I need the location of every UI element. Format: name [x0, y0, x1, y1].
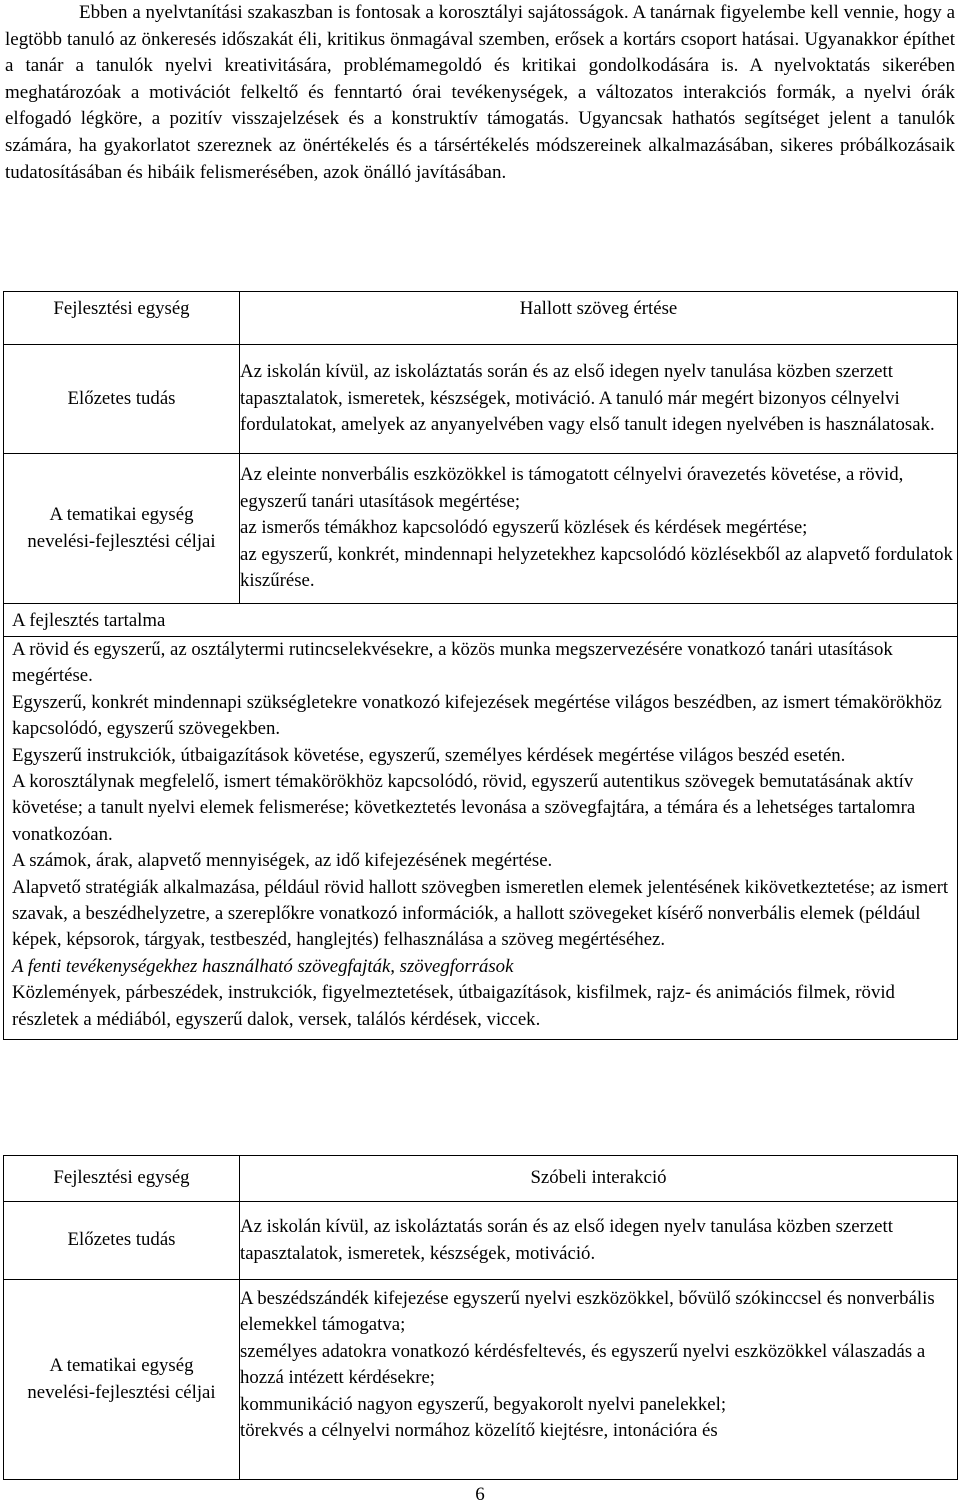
prior-knowledge-label: Előzetes tudás — [4, 345, 240, 454]
goals-line: kommunikáció nagyon egyszerű, begyakorolt nyelvi panelekkel; — [240, 1393, 727, 1415]
goals-line: az ismerős témákhoz kapcsolódó egyszerű közlések és kérdések megértése; — [240, 517, 808, 539]
prior-knowledge-text: Az iskolán kívül, az iskoláztatás során és az első idegen nyelv tanulása közben szerzett tapasztalatok, ismeretek, készségek, motiváció. A tanuló már megért bizonyos célnyelvi fordulatokat, amelyek az anyanyelvében vagy első tanult idegen nyelvében is használatosak. — [240, 345, 958, 454]
goals-line: az egyszerű, konkrét, mindennapi helyzetekhez kapcsolódó közlésekből az alapvető fordulatok kiszűrése. — [240, 543, 953, 592]
prior-knowledge-label: Előzetes tudás — [4, 1202, 240, 1280]
table-row — [4, 1202, 958, 1280]
goals-line: törekvés a célnyelvi normához közelítő kiejtésre, intonációra és — [240, 1420, 718, 1442]
goals-cell — [240, 454, 958, 604]
prior-knowledge-text: Az iskolán kívül, az iskoláztatás során és az első idegen nyelv tanulása közben szerzett tapasztalatok, ismeretek, készségek, motiváció. — [240, 1202, 958, 1280]
content-item: Közlemények, párbeszédek, instrukciók, figyelmeztetések, útbaigazítások, kisfilmek, rajz- és animációs filmek, rövid részletek a médiából, egyszerű dalok, versek, találós kérdések, viccek. — [12, 982, 895, 1030]
content-item: Egyszerű, konkrét mindennapi szükségletekre vonatkozó kifejezések megértése világos beszédben, az ismert témakörökhöz kapcsolódó, egyszerű szövegekben. — [12, 691, 942, 740]
intro-text: Ebben a nyelvtanítási szakaszban is fontosak a korosztályi sajátosságok. A tanárnak figyelembe kell vennie, hogy a legtöbb tanuló az önkeresés időszakát éli, kritikus önmagával szemben, erősek a kortárs csoport hatásai. Ugyanakkor építhet a tanár a tanulók nyelvi kreativitására, problémamegoldó és kritikai gondolkodására is. A nyelvoktatás sikerében meghatározóak a motivációt felkeltő és fenntartó órai tevékenységek, a változatos interakciós formák, a nyelvi órák elfogadó légköre, a pozitív visszajelzések és a konstruktív támogatás. Ugyancsak hathatós segítséget jelent a tanulók számára, ha gyakorlatot szereznek az önértékelés és a társértékelés módszereinek alkalmazásában, sikeres próbálkozásaik tudatosításában és hibáik felismerésében, azok önálló javításában. — [5, 2, 955, 183]
goals-line: Az eleinte nonverbális eszközökkel is támogatott célnyelvi óravezetés követése, a rövid, egyszerű tanári utasítások megértése; — [240, 464, 904, 512]
goals-label: A tematikai egység nevelési-fejlesztési céljai — [4, 1280, 240, 1480]
unit-label: Fejlesztési egység — [53, 298, 190, 319]
goals-cell — [240, 1280, 958, 1480]
content-item: A korosztálynak megfelelő, ismert témakörökhöz kapcsolódó, rövid, egyszerű autentikus szövegek bemutatásának aktív követése; a tanult nyelvi elemek felismerése; következtetés levonása a szövegfajtára, a témára és a lehetséges tartalomra vonatkozóan. — [12, 771, 916, 845]
table-row — [4, 292, 958, 345]
development-unit-table-oral — [3, 1155, 958, 1480]
unit-label-cell: Fejlesztési egység — [4, 1156, 240, 1202]
table-row — [4, 637, 958, 1040]
intro-paragraph — [5, 0, 955, 186]
unit-title: Hallott szöveg értése — [519, 298, 678, 319]
table-row — [4, 604, 958, 637]
content-item: A számok, árak, alapvető mennyiségek, az idő kifejezésének megértése. — [12, 850, 553, 872]
goals-line: A beszédszándék kifejezése egyszerű nyelvi eszközökkel, bővülő szókinccsel és nonverbális elemekkel támogatva; — [240, 1288, 935, 1336]
goals-label: A tematikai egység nevelési-fejlesztési céljai — [4, 454, 240, 604]
table-row — [4, 1280, 958, 1480]
goals-line: személyes adatokra vonatkozó kérdésfeltevés, és egyszerű nyelvi eszközökkel válaszadás a hozzá intézett kérdésekre; — [240, 1340, 926, 1389]
content-item: Alapvető stratégiák alkalmazása, például rövid hallott szövegben ismeretlen elemek jelentésének kikövetkeztetése; az ismert szavak, a beszédhelyzetre, a szereplőkre vonatkozó információk, a hallott szövegeket kísérő nonverbális elemek (például képek, képsorok, tárgyak, testbeszéd, hanglejtés) felhasználása a szöveg megértéséhez. — [12, 876, 949, 951]
table-row — [4, 1156, 958, 1202]
table-row — [4, 345, 958, 454]
content-item-italic: A fenti tevékenységekhez használható szövegfajták, szövegforrások — [12, 955, 514, 977]
page-number: 6 — [475, 1484, 485, 1505]
content-body — [4, 637, 958, 1040]
unit-title-cell: Szóbeli interakció — [240, 1156, 958, 1202]
content-item: Egyszerű instrukciók, útbaigazítások követése, egyszerű, személyes kérdések megértése világos beszéd esetén. — [12, 744, 846, 766]
development-unit-table-listening — [3, 291, 958, 1040]
table-row — [4, 454, 958, 604]
unit-label-cell — [4, 292, 240, 345]
content-item: A rövid és egyszerű, az osztálytermi rutincselekvésekre, a közös munka megszervezésére vonatkozó tanári utasítások megértése. — [12, 639, 893, 687]
unit-title-cell — [240, 292, 958, 345]
content-title: A fejlesztés tartalma — [4, 604, 958, 637]
